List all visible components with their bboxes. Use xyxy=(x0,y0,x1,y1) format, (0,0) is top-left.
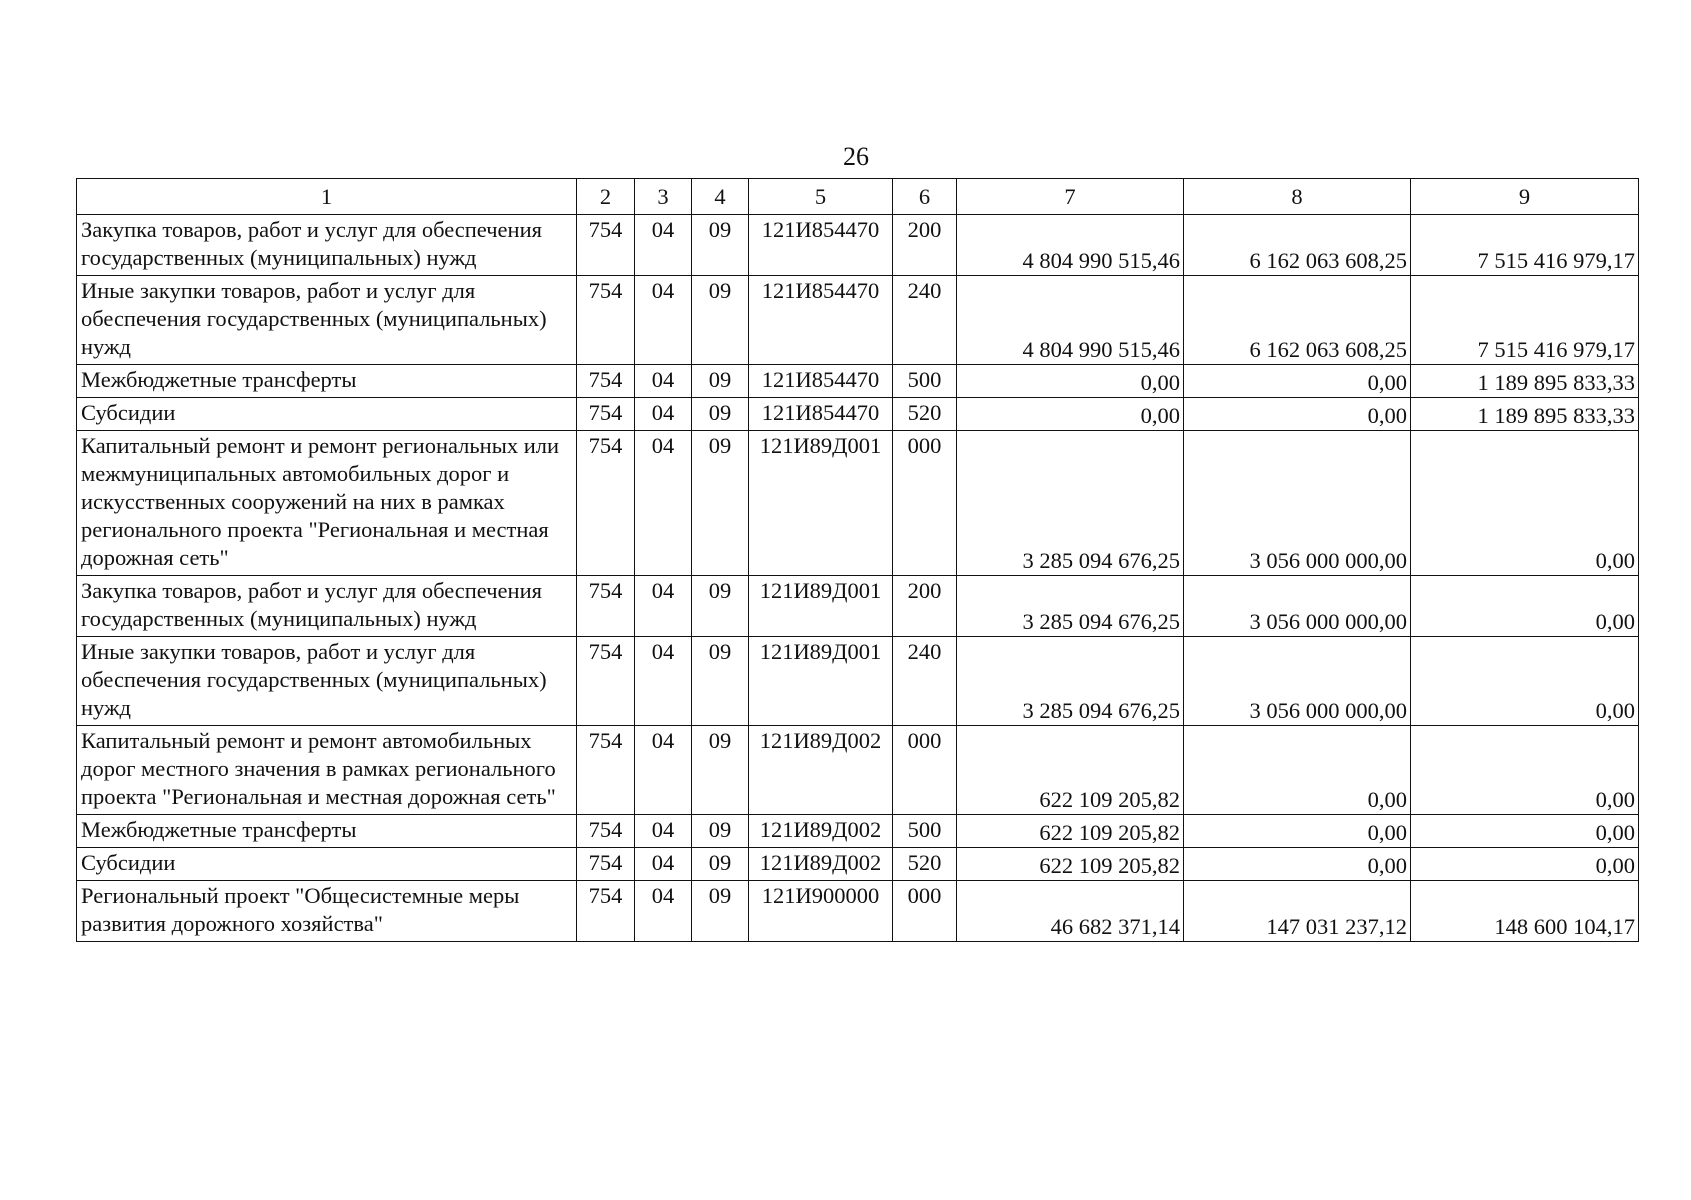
amount-column-7: 4 804 990 515,46 xyxy=(957,215,1184,276)
amount-column-7: 622 109 205,82 xyxy=(957,726,1184,815)
target-article-code: 121И89Д001 xyxy=(749,431,893,576)
expense-type-code: 000 xyxy=(893,726,957,815)
amount-column-9: 0,00 xyxy=(1411,637,1639,726)
amount-column-7: 622 109 205,82 xyxy=(957,815,1184,848)
amount-column-8: 147 031 237,12 xyxy=(1184,881,1411,942)
row-description: Капитальный ремонт и ремонт региональных или межмуниципальных автомобильных дорог и искусственных сооружений на них в рамках регионального проекта "Региональная и местная дорожная сеть" xyxy=(77,431,577,576)
section-code: 04 xyxy=(635,398,692,431)
column-header-9: 9 xyxy=(1411,179,1639,215)
ministry-code: 754 xyxy=(577,431,635,576)
ministry-code: 754 xyxy=(577,215,635,276)
subsection-code: 09 xyxy=(692,576,749,637)
amount-column-8: 0,00 xyxy=(1184,365,1411,398)
amount-column-8: 6 162 063 608,25 xyxy=(1184,215,1411,276)
column-header-1: 1 xyxy=(77,179,577,215)
subsection-code: 09 xyxy=(692,815,749,848)
target-article-code: 121И89Д002 xyxy=(749,848,893,881)
amount-column-9: 7 515 416 979,17 xyxy=(1411,215,1639,276)
ministry-code: 754 xyxy=(577,365,635,398)
page-number: 26 xyxy=(843,142,869,171)
budget-table xyxy=(76,178,1639,942)
column-header-2: 2 xyxy=(577,179,635,215)
column-header-6: 6 xyxy=(893,179,957,215)
row-description: Субсидии xyxy=(77,398,577,431)
expense-type-code: 520 xyxy=(893,398,957,431)
amount-column-8: 0,00 xyxy=(1184,398,1411,431)
amount-column-7: 4 804 990 515,46 xyxy=(957,276,1184,365)
subsection-code: 09 xyxy=(692,276,749,365)
amount-column-7: 3 285 094 676,25 xyxy=(957,637,1184,726)
section-code: 04 xyxy=(635,365,692,398)
target-article-code: 121И89Д002 xyxy=(749,726,893,815)
amount-column-7: 622 109 205,82 xyxy=(957,848,1184,881)
row-description: Закупка товаров, работ и услуг для обеспечения государственных (муниципальных) нужд xyxy=(77,576,577,637)
expense-type-code: 520 xyxy=(893,848,957,881)
subsection-code: 09 xyxy=(692,365,749,398)
row-description: Иные закупки товаров, работ и услуг для обеспечения государственных (муниципальных) нужд xyxy=(77,637,577,726)
target-article-code: 121И89Д002 xyxy=(749,815,893,848)
target-article-code: 121И900000 xyxy=(749,881,893,942)
amount-column-9: 7 515 416 979,17 xyxy=(1411,276,1639,365)
header-row xyxy=(77,179,1639,215)
row-description: Иные закупки товаров, работ и услуг для обеспечения государственных (муниципальных) нужд xyxy=(77,276,577,365)
expense-type-code: 240 xyxy=(893,637,957,726)
expense-type-code: 240 xyxy=(893,276,957,365)
ministry-code: 754 xyxy=(577,398,635,431)
amount-column-9: 0,00 xyxy=(1411,726,1639,815)
expense-type-code: 000 xyxy=(893,431,957,576)
column-header-3: 3 xyxy=(635,179,692,215)
amount-column-9: 0,00 xyxy=(1411,848,1639,881)
table-row xyxy=(77,276,1639,365)
amount-column-7: 0,00 xyxy=(957,398,1184,431)
amount-column-8: 6 162 063 608,25 xyxy=(1184,276,1411,365)
amount-column-8: 3 056 000 000,00 xyxy=(1184,431,1411,576)
expense-type-code: 200 xyxy=(893,576,957,637)
column-header-8: 8 xyxy=(1184,179,1411,215)
ministry-code: 754 xyxy=(577,726,635,815)
table-row xyxy=(77,576,1639,637)
section-code: 04 xyxy=(635,726,692,815)
section-code: 04 xyxy=(635,881,692,942)
row-description: Капитальный ремонт и ремонт автомобильных дорог местного значения в рамках регионального проекта "Региональная и местная дорожная сеть" xyxy=(77,726,577,815)
ministry-code: 754 xyxy=(577,881,635,942)
amount-column-7: 3 285 094 676,25 xyxy=(957,431,1184,576)
section-code: 04 xyxy=(635,215,692,276)
amount-column-7: 3 285 094 676,25 xyxy=(957,576,1184,637)
ministry-code: 754 xyxy=(577,576,635,637)
ministry-code: 754 xyxy=(577,276,635,365)
amount-column-9: 148 600 104,17 xyxy=(1411,881,1639,942)
target-article-code: 121И89Д001 xyxy=(749,637,893,726)
section-code: 04 xyxy=(635,815,692,848)
column-header-5: 5 xyxy=(749,179,893,215)
ministry-code: 754 xyxy=(577,815,635,848)
amount-column-8: 0,00 xyxy=(1184,848,1411,881)
expense-type-code: 200 xyxy=(893,215,957,276)
column-header-4: 4 xyxy=(692,179,749,215)
table-row xyxy=(77,431,1639,576)
table-row xyxy=(77,815,1639,848)
amount-column-7: 0,00 xyxy=(957,365,1184,398)
row-description: Региональный проект "Общесистемные меры развития дорожного хозяйства" xyxy=(77,881,577,942)
row-description: Закупка товаров, работ и услуг для обеспечения государственных (муниципальных) нужд xyxy=(77,215,577,276)
row-description: Субсидии xyxy=(77,848,577,881)
table-row xyxy=(77,398,1639,431)
expense-type-code: 000 xyxy=(893,881,957,942)
amount-column-9: 1 189 895 833,33 xyxy=(1411,398,1639,431)
table-row xyxy=(77,365,1639,398)
table-row xyxy=(77,881,1639,942)
amount-column-9: 1 189 895 833,33 xyxy=(1411,365,1639,398)
section-code: 04 xyxy=(635,431,692,576)
section-code: 04 xyxy=(635,276,692,365)
subsection-code: 09 xyxy=(692,431,749,576)
amount-column-8: 0,00 xyxy=(1184,726,1411,815)
target-article-code: 121И854470 xyxy=(749,365,893,398)
table-row xyxy=(77,215,1639,276)
section-code: 04 xyxy=(635,576,692,637)
amount-column-8: 3 056 000 000,00 xyxy=(1184,637,1411,726)
amount-column-9: 0,00 xyxy=(1411,815,1639,848)
subsection-code: 09 xyxy=(692,215,749,276)
target-article-code: 121И854470 xyxy=(749,276,893,365)
amount-column-8: 0,00 xyxy=(1184,815,1411,848)
section-code: 04 xyxy=(635,848,692,881)
row-description: Межбюджетные трансферты xyxy=(77,815,577,848)
column-header-7: 7 xyxy=(957,179,1184,215)
expense-type-code: 500 xyxy=(893,815,957,848)
amount-column-7: 46 682 371,14 xyxy=(957,881,1184,942)
target-article-code: 121И854470 xyxy=(749,398,893,431)
section-code: 04 xyxy=(635,637,692,726)
ministry-code: 754 xyxy=(577,848,635,881)
table-row xyxy=(77,848,1639,881)
ministry-code: 754 xyxy=(577,637,635,726)
subsection-code: 09 xyxy=(692,637,749,726)
amount-column-9: 0,00 xyxy=(1411,576,1639,637)
target-article-code: 121И854470 xyxy=(749,215,893,276)
subsection-code: 09 xyxy=(692,881,749,942)
expense-type-code: 500 xyxy=(893,365,957,398)
amount-column-9: 0,00 xyxy=(1411,431,1639,576)
table-row xyxy=(77,726,1639,815)
subsection-code: 09 xyxy=(692,848,749,881)
subsection-code: 09 xyxy=(692,398,749,431)
target-article-code: 121И89Д001 xyxy=(749,576,893,637)
subsection-code: 09 xyxy=(692,726,749,815)
row-description: Межбюджетные трансферты xyxy=(77,365,577,398)
amount-column-8: 3 056 000 000,00 xyxy=(1184,576,1411,637)
table-row xyxy=(77,637,1639,726)
